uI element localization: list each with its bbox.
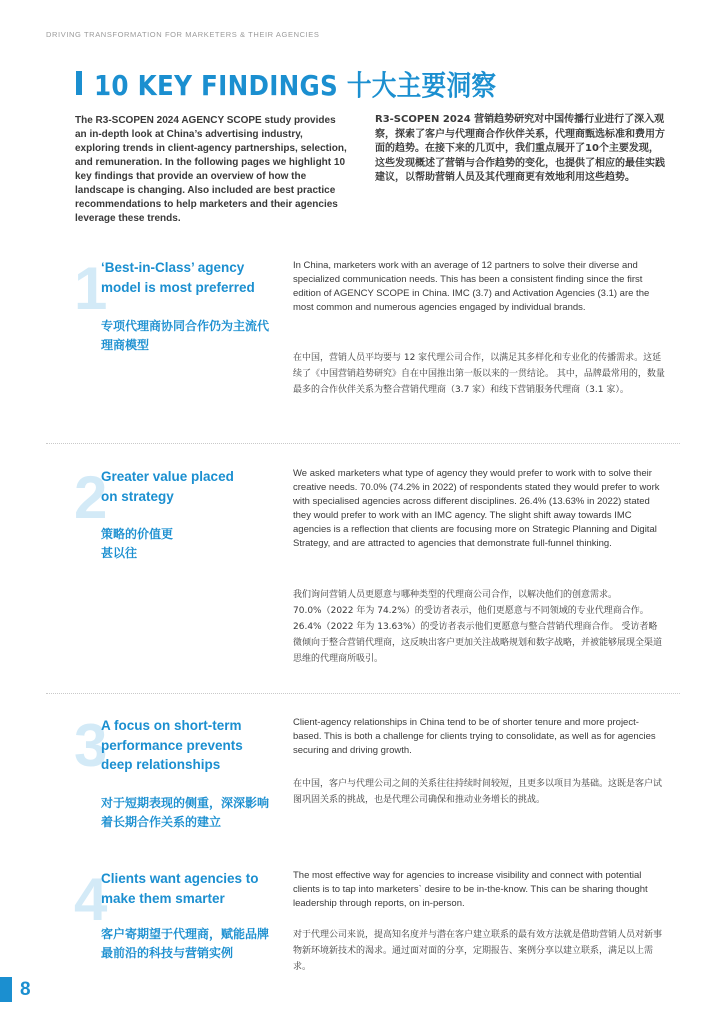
finding-title-en: Clients want agencies to make them smarter (101, 871, 259, 906)
finding-number: 1 (74, 255, 108, 322)
intro-chinese: R3-SCOPEN 2024 营销趋势研究对中国传播行业进行了深入观察，探索了客户与代理商合作伙伴关系，代理商甄选标准和费用方面的趋势。在接下来的几页中，我们重点展开了10个主要发现，这些发现概述了营销与合作趋势的变化，也提供了相应的最佳实践建议，以帮助营销人员及其代理商更有效地利用这些趋势。 (375, 114, 665, 183)
section-divider (46, 443, 680, 444)
title-accent-bar (76, 71, 82, 95)
finding-title-cn: 专项代理商协同合作仍为主流代理商模型 (101, 319, 270, 352)
intro-english: The R3-SCOPEN 2024 AGENCY SCOPE study provides an in-depth look at China’s advertising industry, exploring trends in client-agency partnerships, selection, and remuneration. In the following pages we highlight 10 key findings that provide an overview of how the landscape is changing. Also included are best practice recommendations to help marketers and their agencies leverage these trends. (75, 115, 347, 224)
finding-body-en: The most effective way for agencies to increase visibility and connect with potential clients is to tap into marketers` desire to be in-the-know. This can be sharing thought leadership through reports, on in-person. (293, 870, 648, 909)
page-number: 8 (20, 979, 31, 1000)
page-title: 10 KEY FINDINGS 十大主要洞察 (94, 69, 497, 102)
finding-number: 2 (74, 464, 108, 531)
finding-title-en: A focus on short-term performance prevents deep relationships (101, 718, 243, 772)
finding-title-en: ‘Best-in-Class’ agency model is most preferred (101, 260, 255, 295)
finding-body-cn: 在中国，营销人员平均要与 12 家代理公司合作，以满足其多样化和专业化的传播需求。这延续了《中国营销趋势研究》自在中国推出第一版以来的一贯结论。 其中，品牌最常用的，数量最多的合作伙伴关系为整合营销代理商（3.7 家）和线下营销服务代理商（3.1 家）。 (293, 353, 665, 395)
finding-title-en: Greater value placed on strategy (101, 469, 234, 504)
finding-body-cn: 对于代理公司来说，提高知名度并与潜在客户建立联系的最有效方法就是借助营销人员对新事物新环境新技术的渴求。通过面对面的分享，定期报告、案例分享以建立联系，满足以上需求。 (293, 930, 663, 972)
finding-body-cn: 我们询问营销人员更愿意与哪种类型的代理商公司合作，以解决他们的创意需求。70.0%（2022 年为 74.2%）的受访者表示，他们更愿意与不同领域的专业代理商合作。26.4%（2022 年为 13.63%）的受访者表示他们更愿意与整合营销代理商合作。 受访者略微倾向于整合营销代理商，这反映出客户更加关注战略规划和数字战略，并被能够展现全渠道思维的代理商所吸引。 (293, 590, 663, 664)
finding-body-en: In China, marketers work with an average of 12 partners to solve their diverse and specialized communication needs. This has been a consistent finding since the first edition of AGENCY SCOPE in China. IMC (3.7) and Activation Agencies (3.1) are the most common and numerous agencies engaged by individual brands. (293, 260, 650, 313)
finding-number: 4 (74, 866, 108, 933)
section-divider (46, 693, 680, 694)
page-number-bar (0, 977, 12, 1002)
running-header: DRIVING TRANSFORMATION FOR MARKETERS & THEIR AGENCIES (46, 30, 320, 39)
finding-body-cn: 在中国，客户与代理公司之间的关系往往持续时间较短，且更多以项目为基础。这既是客户试图巩固关系的挑战，也是代理公司确保和推动业务增长的挑战。 (293, 779, 663, 805)
finding-title-cn: 客户寄期望于代理商，赋能品牌最前沿的科技与营销实例 (101, 927, 270, 960)
finding-body-en: Client-agency relationships in China tend to be of shorter tenure and more project-based. This is both a challenge for clients trying to consolidate, as well as for agencies securing and driving growth. (293, 717, 656, 756)
finding-number: 3 (74, 712, 108, 779)
finding-title-cn: 对于短期表现的侧重，深深影响着长期合作关系的建立 (101, 796, 270, 829)
finding-title-cn: 策略的价值更甚以往 (101, 527, 174, 560)
finding-body-en: We asked marketers what type of agency they would prefer to work with to solve their creative needs. 70.0% (74.2% in 2022) of respondents stated they would prefer to work with specialised agencies across different disciplines. 26.4% (13.63% in 2022) stated they would prefer to work with an IMC agency. The slight shift away towards IMC agencies is a reflection that clients are focusing more on Strategic Planning and Digital Strategy, and are attracted to agencies that demonstrate full-funnel thinking. (293, 468, 660, 549)
